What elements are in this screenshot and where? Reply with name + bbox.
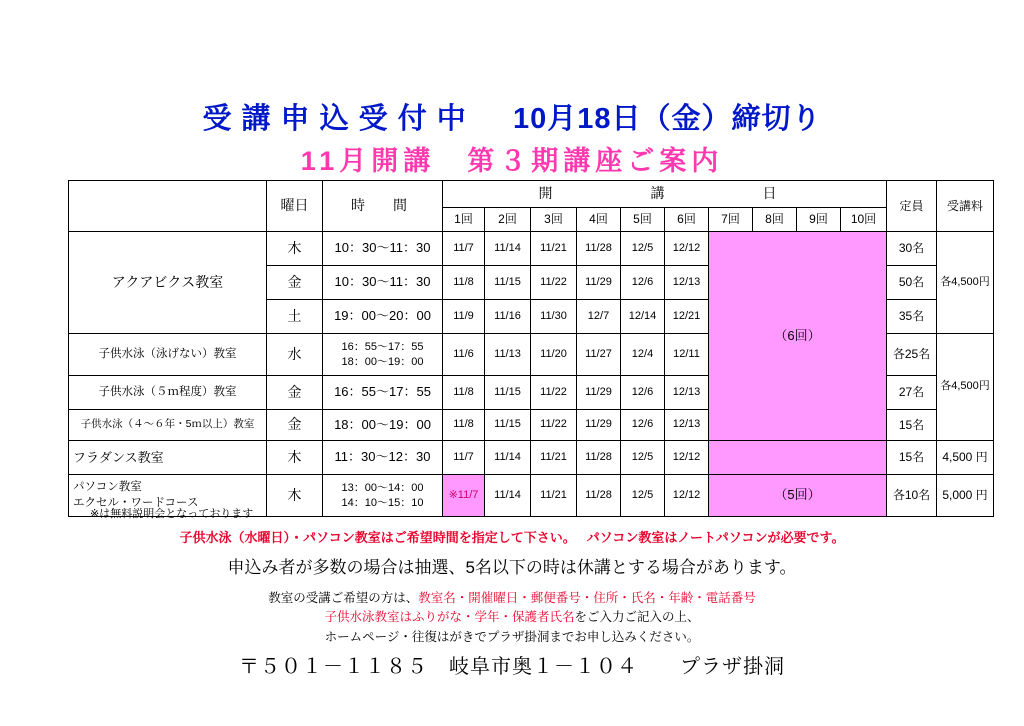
header-session-5: 5回 — [621, 208, 665, 232]
row-date: 12/4 — [621, 334, 665, 376]
header-session-9: 9回 — [797, 208, 841, 232]
note-lottery: 申込み者が多数の場合は抽選、5名以下の時は休講とする場合があります。 — [227, 558, 797, 577]
row-date: 11/15 — [485, 410, 531, 441]
row-fee: 5,000 円 — [937, 475, 994, 517]
row-time: 18：00～19：00 — [323, 410, 443, 441]
row-date: 11/9 — [443, 300, 485, 334]
address-line: 〒５０１－１１８５ 岐阜市奥１－１０４ プラザ掛洞 — [239, 656, 785, 678]
header-teiin: 定員 — [887, 181, 937, 232]
row-date: 11/21 — [531, 232, 577, 266]
row-date: 11/28 — [577, 232, 621, 266]
header-session-8: 8回 — [753, 208, 797, 232]
row-date: 11/13 — [485, 334, 531, 376]
row-date: 12/7 — [577, 300, 621, 334]
row-date: 12/6 — [621, 410, 665, 441]
row-teiin: 各25名 — [887, 334, 937, 376]
header-session-3: 3回 — [531, 208, 577, 232]
header-youbi: 曜日 — [267, 181, 323, 232]
row-teiin: 30名 — [887, 232, 937, 266]
header-session-2: 2回 — [485, 208, 531, 232]
row-youbi: 木 — [267, 441, 323, 475]
row-fee: 各4,500円 — [937, 334, 994, 441]
row-date: 12/13 — [665, 266, 709, 300]
header-session-4: 4回 — [577, 208, 621, 232]
row-teiin: 27名 — [887, 376, 937, 410]
row-date: 11/14 — [485, 475, 531, 517]
note-red-part-b: パソコン教室はノートパソコンが必要です。 — [586, 530, 845, 545]
table-header-row-1 — [69, 181, 994, 208]
row-date: 11/27 — [577, 334, 621, 376]
row-time-line2: 14：10～15：10 — [341, 496, 424, 509]
header-blank-cell — [69, 181, 267, 232]
row-date: 11/22 — [531, 266, 577, 300]
row-time: 16：55～17：55 — [323, 376, 443, 410]
row-date: 11/21 — [531, 475, 577, 517]
row-date: 11/28 — [577, 475, 621, 517]
course-name-aquabics: アクアビクス教室 — [69, 232, 267, 334]
pink-empty-cell — [709, 441, 887, 475]
header-session-6: 6回 — [665, 208, 709, 232]
row-youbi: 水 — [267, 334, 323, 376]
row-date: 11/14 — [485, 232, 531, 266]
row-date: 11/22 — [531, 376, 577, 410]
note-application-line2-black: をご入力ご記入の上、 — [574, 610, 700, 625]
row-youbi: 木 — [267, 475, 323, 517]
row-date: 12/13 — [665, 410, 709, 441]
row-date: 11/22 — [531, 410, 577, 441]
row-youbi: 金 — [267, 410, 323, 441]
note-application-line2-red: 子供水泳教室はふりがな・学年・保護者氏名 — [324, 610, 575, 625]
row-time: 10：30～11：30 — [323, 266, 443, 300]
header-session-1: 1回 — [443, 208, 485, 232]
course-name-hula: フラダンス教室 — [69, 441, 267, 475]
row-date-free-session: ※11/7 — [443, 475, 485, 517]
course-name-kids-swim-5m: 子供水泳（５ｍ程度）教室 — [69, 376, 267, 410]
note-application-line1-black: 教室の受講ご希望の方は、 — [268, 591, 419, 605]
header-session-7: 7回 — [709, 208, 753, 232]
note-application-block — [0, 589, 1024, 647]
row-date: 12/13 — [665, 376, 709, 410]
note-asterisk: ※は無料説明会となっております — [90, 508, 254, 520]
row-date: 12/12 — [665, 232, 709, 266]
row-date: 11/15 — [485, 266, 531, 300]
title-line1-part2: 10月18日（金）締切り — [513, 103, 822, 135]
note-red-part-a: 子供水泳（水曜日）・パソコン教室はご希望時間を指定して下さい。 — [179, 530, 576, 545]
row-date: 11/7 — [443, 232, 485, 266]
table-row — [69, 441, 994, 475]
row-time — [323, 475, 443, 517]
row-date: 12/5 — [621, 475, 665, 517]
row-time — [323, 334, 443, 376]
row-date: 11/15 — [485, 376, 531, 410]
row-youbi: 金 — [267, 266, 323, 300]
header-kaikoubi: 開 講 日 — [443, 181, 887, 208]
row-date: 11/8 — [443, 266, 485, 300]
row-youbi: 金 — [267, 376, 323, 410]
header-jukouryou: 受講料 — [937, 181, 994, 232]
course-name-pc-line1: パソコン教室 — [73, 480, 142, 493]
row-date: 11/7 — [443, 441, 485, 475]
row-teiin: 各10名 — [887, 475, 937, 517]
header-jikan: 時 間 — [323, 181, 443, 232]
note-application-line1 — [0, 589, 1024, 608]
row-date: 12/5 — [621, 441, 665, 475]
row-teiin: 15名 — [887, 441, 937, 475]
row-time: 19：00～20：00 — [323, 300, 443, 334]
row-date: 12/21 — [665, 300, 709, 334]
row-fee: 4,500 円 — [937, 441, 994, 475]
row-date: 11/29 — [577, 266, 621, 300]
row-teiin: 15名 — [887, 410, 937, 441]
row-date: 12/5 — [621, 232, 665, 266]
row-time-line1: 16：55～17：55 — [341, 340, 424, 353]
row-date: 12/12 — [665, 475, 709, 517]
row-fee: 各4,500円 — [937, 232, 994, 334]
row-date: 12/6 — [621, 376, 665, 410]
row-time: 10：30～11：30 — [323, 232, 443, 266]
title-line1-part1: 受 講 申 込 受 付 中 — [202, 103, 467, 135]
course-name-pc-line2: エクセル・ワードコース — [73, 496, 199, 509]
merged-five-sessions-note: （5回） — [709, 475, 887, 517]
row-time-line2: 18：00～19：00 — [341, 355, 424, 368]
row-date: 11/14 — [485, 441, 531, 475]
note-application-line1-red: 教室名・開催曜日・郵便番号・住所・氏名・年齢・電話番号 — [418, 591, 756, 605]
row-date: 11/29 — [577, 376, 621, 410]
note-application-line3: ホームページ・往復はがきでプラザ掛洞までお申し込みください。 — [324, 629, 700, 644]
row-date: 11/21 — [531, 441, 577, 475]
course-name-kids-swim-advanced: 子供水泳（４～６年・5ｍ以上）教室 — [69, 410, 267, 441]
row-date: 11/30 — [531, 300, 577, 334]
header-session-10: 10回 — [841, 208, 887, 232]
row-date: 11/20 — [531, 334, 577, 376]
merged-six-sessions-note: （6回） — [709, 232, 887, 441]
row-time: 11：30～12：30 — [323, 441, 443, 475]
row-date: 12/14 — [621, 300, 665, 334]
row-date: 12/12 — [665, 441, 709, 475]
page-title-line1 — [0, 96, 1024, 137]
row-teiin: 50名 — [887, 266, 937, 300]
row-date: 11/29 — [577, 410, 621, 441]
table-row — [69, 232, 994, 266]
row-time-line1: 13：00～14：00 — [341, 481, 424, 494]
row-date: 11/28 — [577, 441, 621, 475]
row-date: 12/11 — [665, 334, 709, 376]
row-date: 11/16 — [485, 300, 531, 334]
course-name-kids-swim-beginner: 子供水泳（泳げない）教室 — [69, 334, 267, 376]
course-schedule-table-wrapper — [68, 180, 994, 517]
page-title-line2: 11月開講 第３期講座ご案内 — [300, 146, 724, 176]
row-date: 11/6 — [443, 334, 485, 376]
row-youbi: 木 — [267, 232, 323, 266]
note-application-line2 — [0, 608, 1024, 627]
course-schedule-table — [68, 180, 994, 517]
row-teiin: 35名 — [887, 300, 937, 334]
note-red-instructions — [0, 527, 1024, 546]
row-date: 11/8 — [443, 410, 485, 441]
row-date: 11/8 — [443, 376, 485, 410]
row-date: 12/6 — [621, 266, 665, 300]
row-youbi: 土 — [267, 300, 323, 334]
